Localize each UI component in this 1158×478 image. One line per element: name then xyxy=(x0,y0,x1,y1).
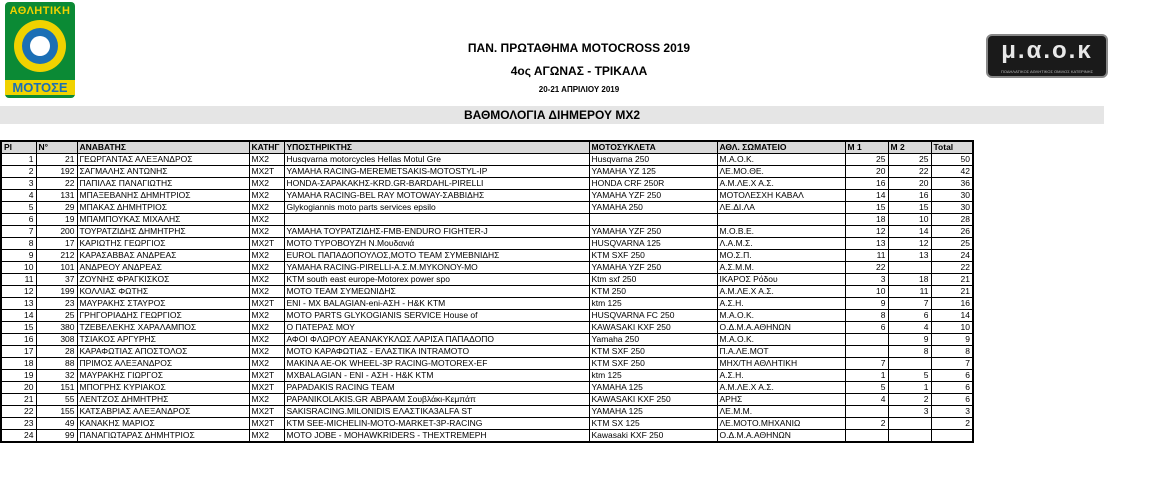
table-row xyxy=(1,334,973,346)
cell-rider: ΑΝΔΡΕΟΥ ΑΝΔΡΕΑΣ xyxy=(77,262,249,274)
cell-total: 50 xyxy=(931,154,973,166)
cell-place: 1 xyxy=(1,154,36,166)
race-title: 4ος ΑΓΩΝΑΣ - ΤΡΙΚΑΛΑ xyxy=(510,64,648,78)
cell-club: Α.Μ.ΛΕ.Χ Α.Σ. xyxy=(717,286,845,298)
cell-place: 17 xyxy=(1,346,36,358)
cell-sponsor: MXBALAGIAN - ENI - ΑΣΗ - H&K KTM xyxy=(284,370,589,382)
cell-number: 151 xyxy=(36,382,77,394)
cell-moto2: 2 xyxy=(888,394,931,406)
cell-number: 199 xyxy=(36,286,77,298)
cell-place: 11 xyxy=(1,274,36,286)
cell-sponsor: ENI - MX BALAGIAN-eni-ΑΣΗ - H&K KTM xyxy=(284,298,589,310)
cell-place: 15 xyxy=(1,322,36,334)
cell-category: MX2 xyxy=(249,190,284,202)
col-header-sponsor: ΥΠΟΣΤΗΡΙΚΤΗΣ xyxy=(284,141,589,154)
cell-moto1: 10 xyxy=(845,286,888,298)
cell-club: ΛΕ.ΔΙ.ΛΑ xyxy=(717,202,845,214)
table-row xyxy=(1,262,973,274)
cell-moto2: 18 xyxy=(888,274,931,286)
cell-place: 5 xyxy=(1,202,36,214)
cell-sponsor: Ο ΠΑΤΕΡΑΣ ΜΟΥ xyxy=(284,322,589,334)
cell-motorcycle: YAMAHA YZF 250 xyxy=(589,262,717,274)
table-row xyxy=(1,286,973,298)
cell-total: 22 xyxy=(931,262,973,274)
cell-moto1: 5 xyxy=(845,382,888,394)
cell-rider: ΤΣΙΑΚΟΣ ΑΡΓΥΡΗΣ xyxy=(77,334,249,346)
cell-place: 14 xyxy=(1,310,36,322)
cell-rider: ΚΑΡΑΦΩΤΙΑΣ ΑΠΟΣΤΟΛΟΣ xyxy=(77,346,249,358)
cell-club: Π.Α.ΛΕ.ΜΟΤ xyxy=(717,346,845,358)
table-row xyxy=(1,370,973,382)
cell-total: 7 xyxy=(931,358,973,370)
cell-moto2 xyxy=(888,418,931,430)
cell-total: 24 xyxy=(931,250,973,262)
cell-motorcycle: KTM SXF 250 xyxy=(589,358,717,370)
cell-total: 6 xyxy=(931,382,973,394)
cell-total: 16 xyxy=(931,298,973,310)
cell-moto1: 1 xyxy=(845,370,888,382)
cell-rider: ΜΠΟΓΡΗΣ ΚΥΡΙΑΚΟΣ xyxy=(77,382,249,394)
cell-motorcycle: YAMAHA YZF 250 xyxy=(589,226,717,238)
cell-place: 9 xyxy=(1,250,36,262)
cell-number: 17 xyxy=(36,238,77,250)
cell-rider: ΖΟΥΝΗΣ ΦΡΑΓΚΙΣΚΟΣ xyxy=(77,274,249,286)
cell-sponsor: MOTO PARTS GLYKOGIANIS SERVICE House of xyxy=(284,310,589,322)
table-row xyxy=(1,154,973,166)
cell-sponsor: Husqvarna motorcycles Hellas Motul Gre xyxy=(284,154,589,166)
cell-category: MX2 xyxy=(249,154,284,166)
cell-rider: ΜΑΥΡΑΚΗΣ ΣΤΑΥΡΟΣ xyxy=(77,298,249,310)
cell-rider: ΜΠΑΜΠΟΥΚΑΣ ΜΙΧΑΛΗΣ xyxy=(77,214,249,226)
cell-moto1: 12 xyxy=(845,226,888,238)
section-title: ΒΑΘΜΟΛΟΓΙΑ ΔΙΗΜΕΡΟΥ MX2 xyxy=(463,108,641,122)
table-row xyxy=(1,322,973,334)
cell-moto2: 10 xyxy=(888,214,931,226)
cell-category: MX2 xyxy=(249,202,284,214)
cell-moto2 xyxy=(888,262,931,274)
cell-total: 26 xyxy=(931,226,973,238)
cell-club: Α.Σ.Η. xyxy=(717,370,845,382)
cell-place: 8 xyxy=(1,238,36,250)
cell-moto1 xyxy=(845,430,888,443)
cell-motorcycle: KTM 250 xyxy=(589,286,717,298)
cell-number: 55 xyxy=(36,394,77,406)
cell-rider: ΚΑΡΑΣΑΒΒΑΣ ΑΝΔΡΕΑΣ xyxy=(77,250,249,262)
cell-sponsor: PAPADAKIS RACING TEAM xyxy=(284,382,589,394)
cell-sponsor: KTM south east europe-Motorex power spo xyxy=(284,274,589,286)
cell-category: MX2T xyxy=(249,298,284,310)
cell-category: MX2T xyxy=(249,418,284,430)
cell-total: 30 xyxy=(931,202,973,214)
cell-club: ΛΕ.Μ.Μ. xyxy=(717,406,845,418)
col-header-total: Total xyxy=(931,141,973,154)
cell-category: MX2 xyxy=(249,262,284,274)
col-header-motorcycle: ΜΟΤΟΣΥΚΛΕΤΑ xyxy=(589,141,717,154)
table-row xyxy=(1,346,973,358)
cell-total: 21 xyxy=(931,286,973,298)
logo-bottom-text: ΜΟΤΟΣΕ xyxy=(5,80,75,95)
cell-motorcycle: YAMAHA YZ 125 xyxy=(589,166,717,178)
cell-motorcycle: ktm 125 xyxy=(589,370,717,382)
cell-sponsor: ΑΦΟΙ ΦΛΩΡΟΥ ΑΕΑΝΑΚΥΚΛΩΣ ΛΑΡΙΣΑ ΠΑΠΑΔΟΠΟ xyxy=(284,334,589,346)
cell-place: 19 xyxy=(1,370,36,382)
cell-moto1: 14 xyxy=(845,190,888,202)
cell-place: 23 xyxy=(1,418,36,430)
cell-motorcycle: YAMAHA 125 xyxy=(589,382,717,394)
cell-moto2: 22 xyxy=(888,166,931,178)
cell-total: 21 xyxy=(931,274,973,286)
cell-place: 22 xyxy=(1,406,36,418)
cell-motorcycle: HONDA CRF 250R xyxy=(589,178,717,190)
cell-category: MX2 xyxy=(249,274,284,286)
cell-club: ΜΟ.Σ.Π. xyxy=(717,250,845,262)
logo-top-text: ΑΘΛΗΤΙΚΗ xyxy=(9,5,71,17)
cell-category: MX2 xyxy=(249,430,284,443)
cell-number: 28 xyxy=(36,346,77,358)
cell-rider: ΓΡΗΓΟΡΙΑΔΗΣ ΓΕΩΡΓΙΟΣ xyxy=(77,310,249,322)
cell-total: 9 xyxy=(931,334,973,346)
cell-moto1 xyxy=(845,334,888,346)
cell-total: 36 xyxy=(931,178,973,190)
cell-total: 2 xyxy=(931,418,973,430)
cell-motorcycle: ktm 125 xyxy=(589,298,717,310)
cell-number: 212 xyxy=(36,250,77,262)
cell-number: 21 xyxy=(36,154,77,166)
cell-sponsor: HONDA-ΣΑΡΑΚΑΚΗΣ-KRD.GR-BARDAHL-PIRELLI xyxy=(284,178,589,190)
cell-sponsor: MOTO JOBE - MOHAWKRIDERS - THEXTREMEPH xyxy=(284,430,589,443)
cell-club xyxy=(717,214,845,226)
cell-club: Μ.Ο.Β.Ε. xyxy=(717,226,845,238)
cell-moto2: 12 xyxy=(888,238,931,250)
cell-number: 25 xyxy=(36,310,77,322)
cell-category: MX2 xyxy=(249,250,284,262)
cell-place: 7 xyxy=(1,226,36,238)
col-header-rider: ΑΝΑΒΑΤΗΣ xyxy=(77,141,249,154)
cell-motorcycle: KTM SX 125 xyxy=(589,418,717,430)
cell-motorcycle: Yamaha 250 xyxy=(589,334,717,346)
cell-total: 10 xyxy=(931,322,973,334)
cell-rider: ΤΟΥΡΑΤΖΙΔΗΣ ΔΗΜΗΤΡΗΣ xyxy=(77,226,249,238)
section-title-bar xyxy=(0,106,1104,124)
cell-place: 4 xyxy=(1,190,36,202)
cell-category: MX2 xyxy=(249,310,284,322)
col-header-number: Ν° xyxy=(36,141,77,154)
cell-sponsor: ΜΟΤΟ ΤΥΡΟΒΟΥΖΗ Ν.Μουδανιά xyxy=(284,238,589,250)
cell-moto1: 2 xyxy=(845,418,888,430)
table-row xyxy=(1,250,973,262)
cell-rider: ΜΑΥΡΑΚΗΣ ΓΙΩΡΓΟΣ xyxy=(77,370,249,382)
cell-club: ΜΗΧ/ΤΗ ΑΘΛΗΤΙΚΗ xyxy=(717,358,845,370)
cell-moto2: 4 xyxy=(888,322,931,334)
cell-sponsor: ΜΟΤΟ TEAM ΣΥΜΕΩΝΙΔΗΣ xyxy=(284,286,589,298)
table-row xyxy=(1,202,973,214)
table-body xyxy=(1,154,973,443)
cell-moto1: 13 xyxy=(845,238,888,250)
cell-rider: ΠΑΠΙΛΑΣ ΠΑΝΑΓΙΩΤΗΣ xyxy=(77,178,249,190)
cell-total: 14 xyxy=(931,310,973,322)
cell-sponsor: MAKINA AE-OK WHEEL-3P RACING-MOTOREX-EF xyxy=(284,358,589,370)
cell-club: Α.Σ.Μ.Μ. xyxy=(717,262,845,274)
cell-number: 37 xyxy=(36,274,77,286)
cell-club: ΜΟΤΟΛΕΣΧΗ ΚΑΒΑΛ xyxy=(717,190,845,202)
cell-club: Α.Σ.Η. xyxy=(717,298,845,310)
cell-motorcycle: KAWASAKI KXF 250 xyxy=(589,394,717,406)
cell-total: 6 xyxy=(931,370,973,382)
table-row xyxy=(1,310,973,322)
cell-place: 6 xyxy=(1,214,36,226)
cell-category: MX2 xyxy=(249,226,284,238)
cell-number: 192 xyxy=(36,166,77,178)
table-row xyxy=(1,274,973,286)
cell-moto2: 9 xyxy=(888,334,931,346)
cell-moto2: 1 xyxy=(888,382,931,394)
cell-club: Μ.Α.Ο.Κ. xyxy=(717,334,845,346)
cell-total: 6 xyxy=(931,394,973,406)
cell-motorcycle: KAWASAKI KXF 250 xyxy=(589,322,717,334)
cell-rider: ΚΑΡΙΩΤΗΣ ΓΕΩΡΓΙΟΣ xyxy=(77,238,249,250)
table-row xyxy=(1,226,973,238)
cell-moto1 xyxy=(845,406,888,418)
cell-club: Α.Μ.ΛΕ.Χ Α.Σ. xyxy=(717,382,845,394)
cell-total: 28 xyxy=(931,214,973,226)
cell-moto1: 8 xyxy=(845,310,888,322)
cell-moto1: 15 xyxy=(845,202,888,214)
cell-total: 8 xyxy=(931,346,973,358)
cell-moto2: 7 xyxy=(888,298,931,310)
cell-moto2: 8 xyxy=(888,346,931,358)
cell-place: 16 xyxy=(1,334,36,346)
cell-number: 88 xyxy=(36,358,77,370)
cell-motorcycle: HUSQVARNA FC 250 xyxy=(589,310,717,322)
table-row xyxy=(1,394,973,406)
cell-moto2 xyxy=(888,358,931,370)
cell-moto1: 11 xyxy=(845,250,888,262)
col-header-category: ΚΑΤΗΓ xyxy=(249,141,284,154)
cell-rider: ΚΟΛΛΙΑΣ ΦΩΤΗΣ xyxy=(77,286,249,298)
cell-number: 101 xyxy=(36,262,77,274)
cell-moto2: 20 xyxy=(888,178,931,190)
table-row xyxy=(1,166,973,178)
cell-place: 12 xyxy=(1,286,36,298)
cell-number: 155 xyxy=(36,406,77,418)
cell-moto2: 6 xyxy=(888,310,931,322)
cell-motorcycle: HUSQVARNA 125 xyxy=(589,238,717,250)
cell-moto1: 16 xyxy=(845,178,888,190)
cell-sponsor: ΜΟΤΟ ΚΑΡΑΦΩΤΙΑΣ - ΕΛΑΣΤΙΚΑ INTRAMOTO xyxy=(284,346,589,358)
table-row xyxy=(1,238,973,250)
table-row xyxy=(1,382,973,394)
table-row xyxy=(1,418,973,430)
cell-moto1: 20 xyxy=(845,166,888,178)
race-date: 20-21 ΑΠΡΙΛΙΟΥ 2019 xyxy=(538,85,620,94)
cell-motorcycle xyxy=(589,214,717,226)
logo-maok-subtext: ΠΟΔΗΛΑΤΙΚΟΣ ΑΘΛΗΤΙΚΟΣ ΟΜΙΛΟΣ ΚΑΤΕΡΙΝΗΣ xyxy=(1000,69,1094,74)
cell-place: 20 xyxy=(1,382,36,394)
cell-place: 24 xyxy=(1,430,36,443)
cell-club: Ο.Δ.Μ.Α.ΑΘΗΝΩΝ xyxy=(717,322,845,334)
cell-category: MX2 xyxy=(249,214,284,226)
cell-sponsor: PAPANIKOLAKIS.GR ΑΒΡΑΑΜ Σουβλάκι-Κεμπάπ xyxy=(284,394,589,406)
cell-moto2: 5 xyxy=(888,370,931,382)
cell-category: MX2T xyxy=(249,238,284,250)
table-row xyxy=(1,190,973,202)
cell-number: 131 xyxy=(36,190,77,202)
cell-category: MX2T xyxy=(249,382,284,394)
table-row xyxy=(1,406,973,418)
cell-total xyxy=(931,430,973,443)
cell-moto1: 7 xyxy=(845,358,888,370)
cell-category: MX2 xyxy=(249,358,284,370)
cell-club: ΛΕ.ΜΟΤΟ.ΜΗΧΑΝΙΩ xyxy=(717,418,845,430)
cell-category: MX2T xyxy=(249,370,284,382)
standings-table xyxy=(0,140,974,443)
cell-motorcycle: KTM SXF 250 xyxy=(589,250,717,262)
cell-club: Μ.Α.Ο.Κ. xyxy=(717,310,845,322)
table-row xyxy=(1,178,973,190)
cell-moto2: 3 xyxy=(888,406,931,418)
cell-rider: ΜΠΑΚΑΣ ΔΗΜΗΤΡΙΟΣ xyxy=(77,202,249,214)
cell-place: 13 xyxy=(1,298,36,310)
cell-moto1: 6 xyxy=(845,322,888,334)
cell-rider: ΚΑΤΣΑΒΡΙΑΣ ΑΛΕΞΑΝΔΡΟΣ xyxy=(77,406,249,418)
cell-moto2: 13 xyxy=(888,250,931,262)
cell-sponsor: Glykogiannis moto parts services epsilo xyxy=(284,202,589,214)
cell-category: MX2 xyxy=(249,346,284,358)
cell-sponsor: YAMAHA ΤΟΥΡΑΤΖΙΔΗΣ-FMB-ENDURO FIGHTER-J xyxy=(284,226,589,238)
cell-sponsor xyxy=(284,214,589,226)
cell-rider: ΛΕΝΤΖΟΣ ΔΗΜΗΤΡΗΣ xyxy=(77,394,249,406)
cell-sponsor: YAMAHA RACING-MEREMETSAKIS-MOTOSTYL-IP xyxy=(284,166,589,178)
col-header-place: Pl xyxy=(1,141,36,154)
cell-club: ΛΕ.ΜΟ.ΘΕ. xyxy=(717,166,845,178)
cell-club: Ο.Δ.Μ.Α.ΑΘΗΝΩΝ xyxy=(717,430,845,443)
cell-total: 30 xyxy=(931,190,973,202)
cell-rider: ΣΑΓΜΑΛΗΣ ΑΝΤΩΝΗΣ xyxy=(77,166,249,178)
cell-moto1 xyxy=(845,346,888,358)
table-row xyxy=(1,298,973,310)
cell-moto1: 3 xyxy=(845,274,888,286)
cell-place: 3 xyxy=(1,178,36,190)
cell-total: 42 xyxy=(931,166,973,178)
cell-number: 19 xyxy=(36,214,77,226)
cell-number: 380 xyxy=(36,322,77,334)
table-header-row xyxy=(1,141,973,154)
cell-sponsor: SAKISRACING.MILONIDIS ΕΛΑΣΤΙΚΑ3ALFA ST xyxy=(284,406,589,418)
cell-moto2: 11 xyxy=(888,286,931,298)
cell-rider: ΠΡΙΜΟΣ ΑΛΕΞΑΝΔΡΟΣ xyxy=(77,358,249,370)
cell-sponsor: YAMAHA RACING-BEL RAY MOTOWAY-ΣΑΒΒΙΔΗΣ xyxy=(284,190,589,202)
cell-motorcycle: YAMAHA YZF 250 xyxy=(589,190,717,202)
cell-moto2: 15 xyxy=(888,202,931,214)
cell-category: MX2 xyxy=(249,178,284,190)
cell-rider: ΚΑΝΑΚΗΣ ΜΑΡΙΟΣ xyxy=(77,418,249,430)
col-header-club: ΑΘΛ. ΣΩΜΑΤΕΙΟ xyxy=(717,141,845,154)
cell-club: Λ.Α.Μ.Σ. xyxy=(717,238,845,250)
cell-place: 10 xyxy=(1,262,36,274)
cell-moto2: 16 xyxy=(888,190,931,202)
table-row xyxy=(1,214,973,226)
cell-place: 18 xyxy=(1,358,36,370)
cell-club: Μ.Α.Ο.Κ. xyxy=(717,154,845,166)
cell-rider: ΤΖΕΒΕΛΕΚΗΣ ΧΑΡΑΛΑΜΠΟΣ xyxy=(77,322,249,334)
cell-category: MX2 xyxy=(249,286,284,298)
championship-title: ΠΑΝ. ΠΡΩΤΑΘΗΜΑ MOTOCROSS 2019 xyxy=(467,41,691,55)
cell-sponsor: EUROL ΠΑΠΑΔΟΠΟΥΛΟΣ,ΜΟΤΟ TEAM ΣΥΜΕΒΝΙΔΗΣ xyxy=(284,250,589,262)
cell-number: 99 xyxy=(36,430,77,443)
cell-number: 32 xyxy=(36,370,77,382)
cell-moto1: 4 xyxy=(845,394,888,406)
cell-rider: ΠΑΝΑΓΙΩΤΑΡΑΣ ΔΗΜΗΤΡΙΟΣ xyxy=(77,430,249,443)
cell-club: ΙΚΑΡΟΣ Ρόδου xyxy=(717,274,845,286)
cell-moto2: 25 xyxy=(888,154,931,166)
cell-moto2: 14 xyxy=(888,226,931,238)
col-header-moto1: Μ 1 xyxy=(845,141,888,154)
cell-sponsor: YAMAHA RACING-PIRELLI-Α.Σ.Μ.ΜΥΚΟΝΟΥ-ΜΟ xyxy=(284,262,589,274)
cell-number: 49 xyxy=(36,418,77,430)
cell-number: 22 xyxy=(36,178,77,190)
cell-club: ΑΡΗΣ xyxy=(717,394,845,406)
cell-category: MX2 xyxy=(249,394,284,406)
cell-moto1: 22 xyxy=(845,262,888,274)
cell-category: MX2 xyxy=(249,322,284,334)
cell-number: 308 xyxy=(36,334,77,346)
cell-motorcycle: YAMAHA 250 xyxy=(589,202,717,214)
cell-number: 23 xyxy=(36,298,77,310)
cell-sponsor: KTM SEE-MICHELIN-MOTO-MARKET-3P-RACING xyxy=(284,418,589,430)
cell-motorcycle: Ktm sxf 250 xyxy=(589,274,717,286)
cell-club: Α.Μ.ΛΕ.Χ Α.Σ. xyxy=(717,178,845,190)
cell-category: MX2 xyxy=(249,334,284,346)
cell-total: 3 xyxy=(931,406,973,418)
cell-category: MX2T xyxy=(249,406,284,418)
cell-moto1: 25 xyxy=(845,154,888,166)
cell-number: 200 xyxy=(36,226,77,238)
cell-total: 25 xyxy=(931,238,973,250)
cell-category: MX2T xyxy=(249,166,284,178)
cell-place: 2 xyxy=(1,166,36,178)
cell-number: 29 xyxy=(36,202,77,214)
cell-moto2 xyxy=(888,430,931,443)
table-row xyxy=(1,430,973,443)
cell-place: 21 xyxy=(1,394,36,406)
table-row xyxy=(1,358,973,370)
logo-maok-text: μ.α.ο.κ xyxy=(1001,37,1093,64)
cell-motorcycle: YAMAHA 125 xyxy=(589,406,717,418)
cell-moto1: 18 xyxy=(845,214,888,226)
cell-rider: ΓΕΩΡΓΑΝΤΑΣ ΑΛΕΞΑΝΔΡΟΣ xyxy=(77,154,249,166)
cell-motorcycle: Husqvarna 250 xyxy=(589,154,717,166)
cell-motorcycle: KTM SXF 250 xyxy=(589,346,717,358)
cell-rider: ΜΠΑΞΕΒΑΝΗΣ ΔΗΜΗΤΡΙΟΣ xyxy=(77,190,249,202)
col-header-moto2: Μ 2 xyxy=(888,141,931,154)
cell-motorcycle: Kawasaki KXF 250 xyxy=(589,430,717,443)
cell-moto1: 9 xyxy=(845,298,888,310)
